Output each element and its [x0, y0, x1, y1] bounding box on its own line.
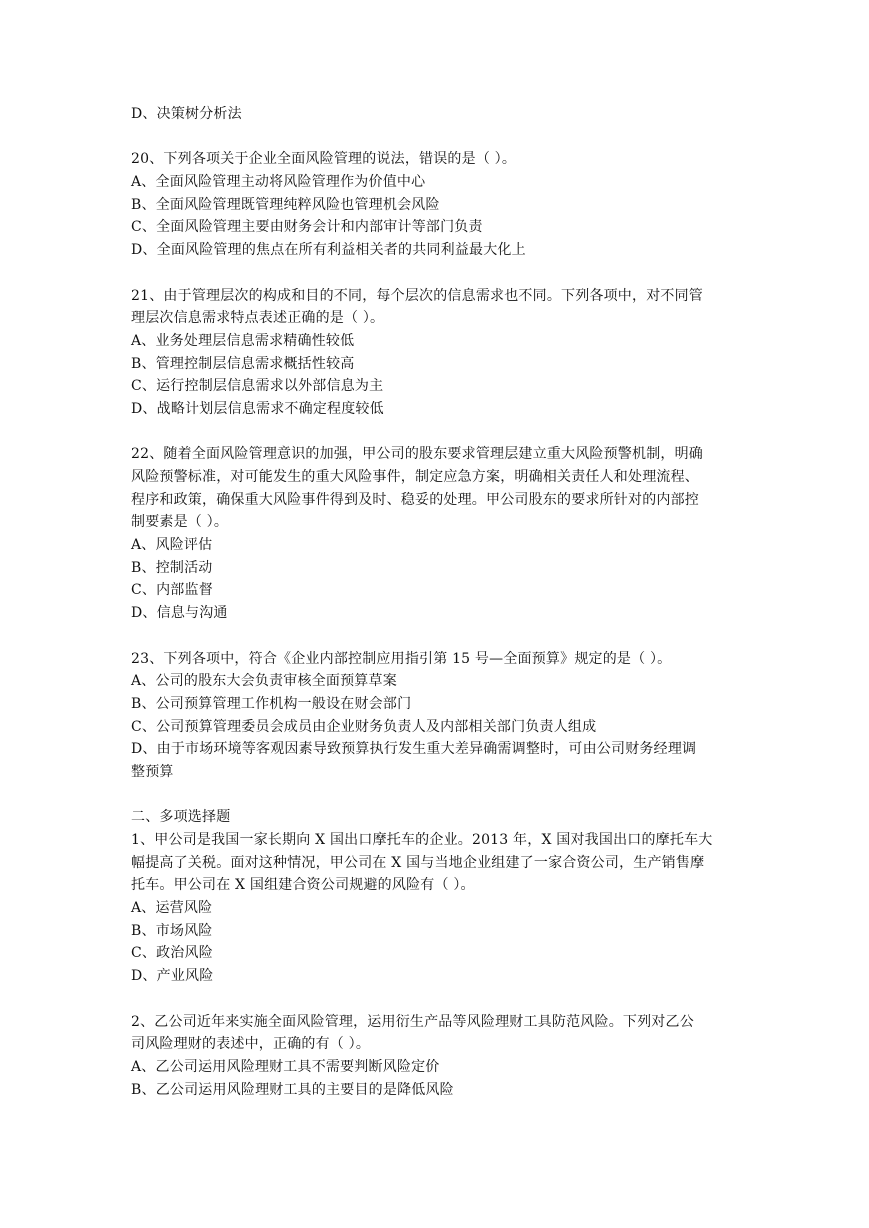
- question-stem: 22、随着全面风险管理意识的加强，甲公司的股东要求管理层建立重大风险预警机制，明确: [131, 446, 704, 463]
- blank-line: [131, 421, 741, 444]
- question-stem: 程序和政策，确保重大风险事件得到及时、稳妥的处理。甲公司股东的要求所针对的内部控: [131, 491, 699, 508]
- option-d: D、产业风险: [131, 968, 214, 985]
- question-stem: 21、由于管理层次的构成和目的不同，每个层次的信息需求也不同。下列各项中，对不同管: [131, 287, 704, 304]
- option-b: B、公司预算管理工作机构一般设在财会部门: [131, 695, 412, 712]
- question-stem: 制要素是（ ）。: [131, 514, 229, 531]
- question-19-tail: [131, 103, 741, 126]
- option-b: B、市场风险: [131, 922, 213, 939]
- question-stem: 幅提高了关税。面对这种情况，甲公司在 X 国与当地企业组建了一家合资公司，生产销售摩: [131, 854, 705, 871]
- question-stem: 风险预警标准，对可能发生的重大风险事件，制定应急方案，明确相关责任人和处理流程、: [131, 469, 699, 485]
- blank-line: [131, 988, 741, 1011]
- question-stem: 1、甲公司是我国一家长期向 X 国出口摩托车的企业。2013 年，X 国对我国出口的摩托车大: [131, 832, 713, 848]
- question-22: [131, 443, 741, 625]
- question-stem: 23、下列各项中，符合《企业内部控制应用指引第 15 号—全面预算》规定的是（ ）。: [131, 650, 672, 667]
- question-stem: 司风险理财的表述中，正确的有（ ）。: [131, 1036, 371, 1053]
- question-20: [131, 148, 741, 261]
- option-c: C、内部监督: [131, 582, 213, 599]
- blank-line: [131, 784, 741, 807]
- option-d: D、决策树分析法: [131, 106, 242, 122]
- option-c: C、运行控制层信息需求以外部信息为主: [131, 378, 384, 395]
- blank-line: [131, 262, 741, 285]
- option-d: D、全面风险管理的焦点在所有利益相关者的共同利益最大化上: [131, 242, 526, 259]
- option-c: C、政治风险: [131, 945, 213, 962]
- question-stem: 理层次信息需求特点表述正确的是（ ）。: [131, 310, 385, 327]
- option-d: D、战略计划层信息需求不确定程度较低: [131, 400, 384, 417]
- option-a: A、业务处理层信息需求精确性较低: [131, 332, 355, 349]
- option-a: A、乙公司运用风险理财工具不需要判断风险定价: [131, 1058, 440, 1075]
- question-stem: 20、下列各项关于企业全面风险管理的说法，错误的是（ ）。: [131, 151, 517, 168]
- multi-question-2: [131, 1011, 741, 1102]
- blank-line: [131, 625, 741, 648]
- question-23: [131, 648, 741, 784]
- option-b: B、全面风险管理既管理纯粹风险也管理机会风险: [131, 196, 440, 213]
- option-a: A、公司的股东大会负责审核全面预算草案: [131, 673, 397, 690]
- blank-line: [131, 126, 741, 149]
- option-d-continued: 整预算: [131, 763, 174, 780]
- option-a: A、全面风险管理主动将风险管理作为价值中心: [131, 174, 426, 191]
- option-b: B、管理控制层信息需求概括性较高: [131, 355, 355, 372]
- option-d: D、信息与沟通: [131, 605, 228, 622]
- option-b: B、控制活动: [131, 559, 213, 576]
- option-d: D、由于市场环境等客观因素导致预算执行发生重大差异确需调整时，可由公司财务经理调: [131, 741, 697, 758]
- option-b: B、乙公司运用风险理财工具的主要目的是降低风险: [131, 1081, 454, 1098]
- document-body: [131, 103, 741, 1101]
- option-c: C、公司预算管理委员会成员由企业财务负责人及内部相关部门负责人组成: [131, 718, 597, 735]
- option-c: C、全面风险管理主要由财务会计和内部审计等部门负责: [131, 219, 483, 236]
- section-heading: 二、多项选择题: [131, 809, 231, 826]
- question-21: [131, 285, 741, 421]
- option-a: A、风险评估: [131, 537, 213, 554]
- question-stem: 托车。甲公司在 X 国组建合资公司规避的风险有（ ）。: [131, 877, 475, 894]
- question-stem: 2、乙公司近年来实施全面风险管理，运用衍生产品等风险理财工具防范风险。下列对乙公: [131, 1013, 694, 1030]
- option-a: A、运营风险: [131, 900, 213, 917]
- multi-question-1: [131, 829, 741, 988]
